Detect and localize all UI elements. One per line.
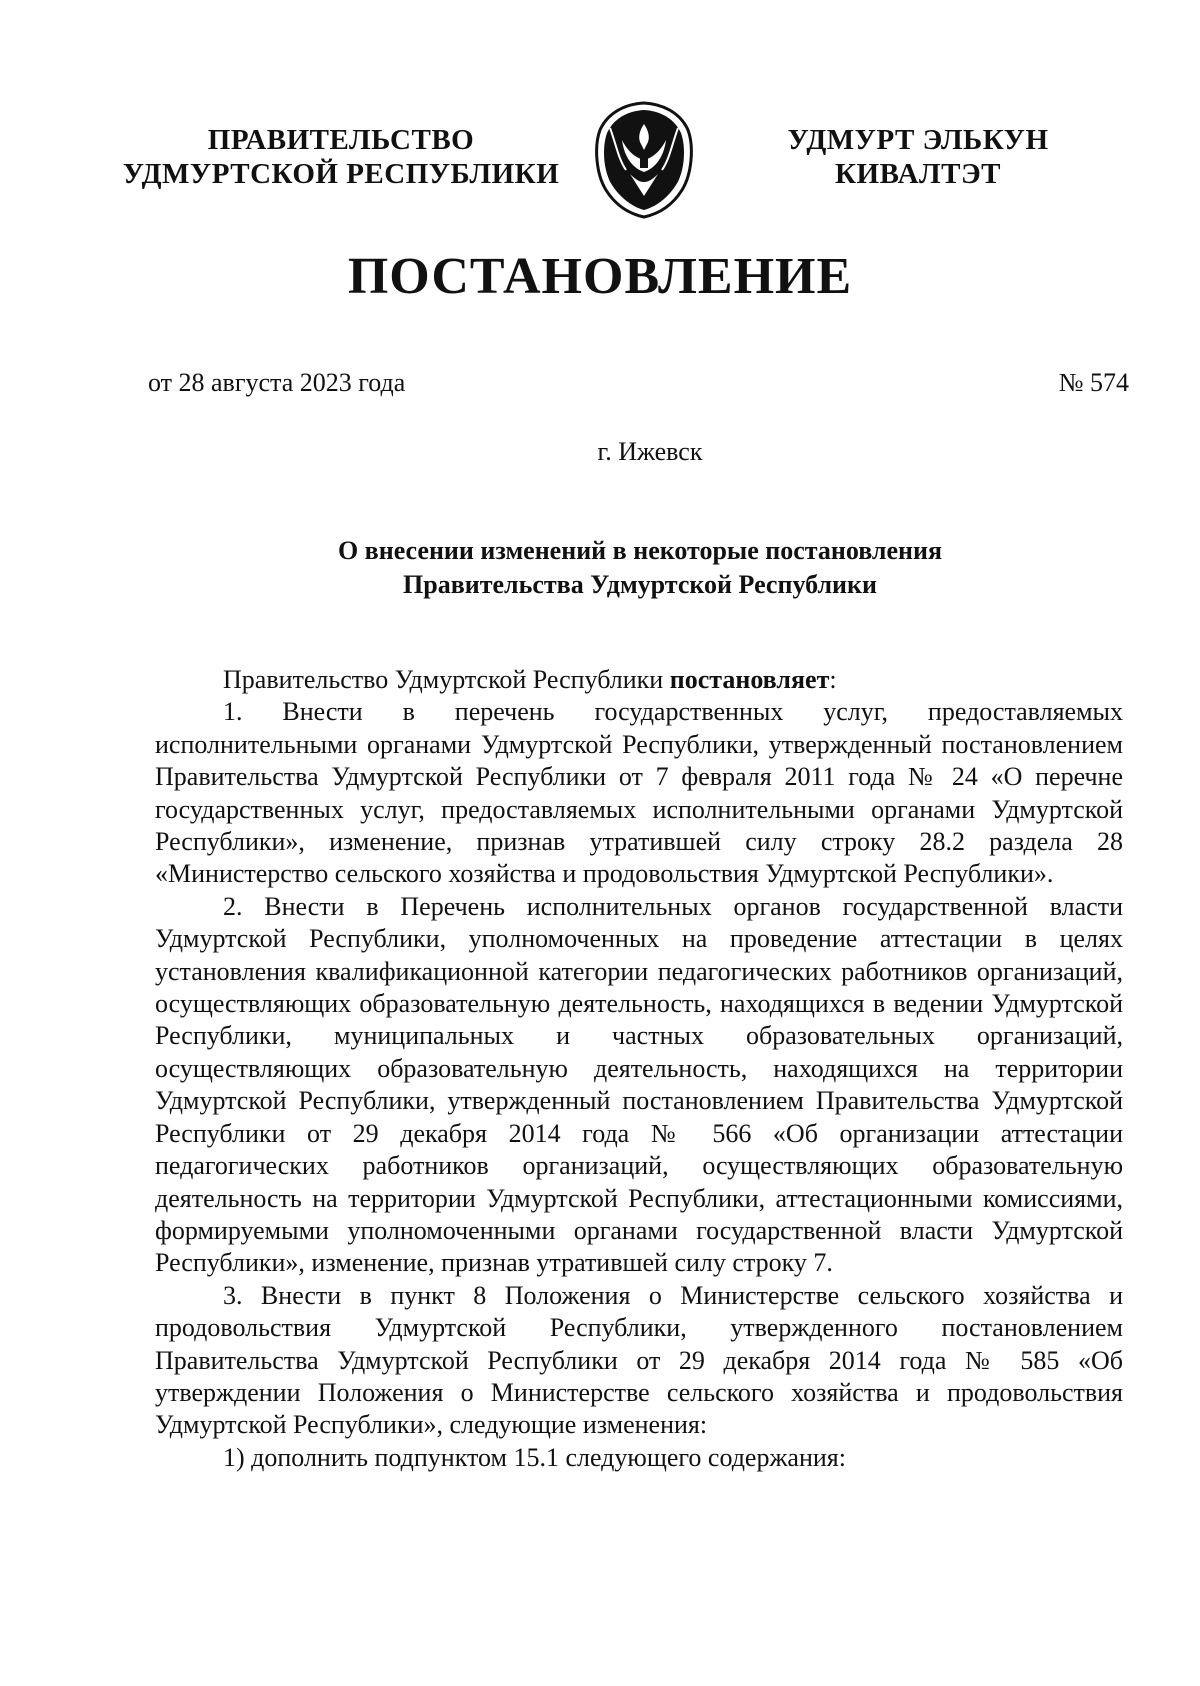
government-name-russian [118,123,564,191]
paragraph-1: 1. Внести в перечень государственных услуг, предоставляемых исполнительными органами Удмуртской Республики, утвержденный постановлением Правительства Удмуртской Республики от 7 февраля 2011 года № 24 «О перечне государственных услуг, предоставляемых исполнительными органами Удмуртской Республики», изменение, признав утратившей силу строку 28.2 раздела 28 «Министерство сельского хозяйства и продовольствия Удмуртской Республики». [155,697,1123,889]
document-date: от 28 августа 2023 года [148,368,406,397]
government-name-udmurt [768,123,1068,191]
government-name-line-2: УДМУРТСКОЙ РЕСПУБЛИКИ [122,158,560,190]
document-title-line-1: О внесении изменений в некоторые постановления [337,536,943,565]
document-title-line-2: Правительства Удмуртской Республики [403,570,877,599]
government-name-line-1: ПРАВИТЕЛЬСТВО [207,124,475,156]
paragraph-3: 3. Внести в пункт 8 Положения о Министерстве сельского хозяйства и продовольствия Удмуртской Республики, утвержденного постановлением Правительства Удмуртской Республики от 29 декабря 2014 года № 585 «Об утверждении Положения о Министерстве сельского хозяйства и продовольствия Удмуртской Республики», следующие изменения: [155,1280,1123,1440]
coat-of-arms-icon [592,100,696,220]
intro-suffix: : [829,665,837,694]
paragraph-2: 2. Внести в Перечень исполнительных органов государственной власти Удмуртской Республики, уполномоченных на проведение аттестации в целях установления квалификационной категории педагогических работников организаций, осуществляющих образовательную деятельность, находящихся в ведении Удмуртской Республики, муниципальных и частных образовательных организаций, осуществляющих образовательную деятельность, находящихся на территории Удмуртской Республики, утвержденный постановлением Правительства Удмуртской Республики от 29 декабря 2014 года № 566 «Об организации аттестации педагогических работников организаций, осуществляющих образовательную деятельность на территории Удмуртской Республики, аттестационными комиссиями, формируемыми уполномоченными органами государственной власти Удмуртской Республики», изменение, признав утратившей силу строку 7. [155,891,1123,1278]
intro-paragraph [155,664,1123,696]
intro-prefix: Правительство Удмуртской Республики [223,665,670,694]
document-title [150,534,1130,602]
intro-bold: постановляет [669,665,830,694]
government-name-udmurt-line-2: КИВАЛТЭТ [834,158,1001,190]
document-city: г. Ижевск [597,437,703,466]
document-type: ПОСТАНОВЛЕНИЕ [347,248,853,305]
document-body [155,664,1123,1474]
government-name-udmurt-line-1: УДМУРТ ЭЛЬКУН [787,124,1049,156]
paragraph-4: 1) дополнить подпунктом 15.1 следующего содержания: [223,1442,846,1472]
document-number: № 574 [1058,368,1129,397]
